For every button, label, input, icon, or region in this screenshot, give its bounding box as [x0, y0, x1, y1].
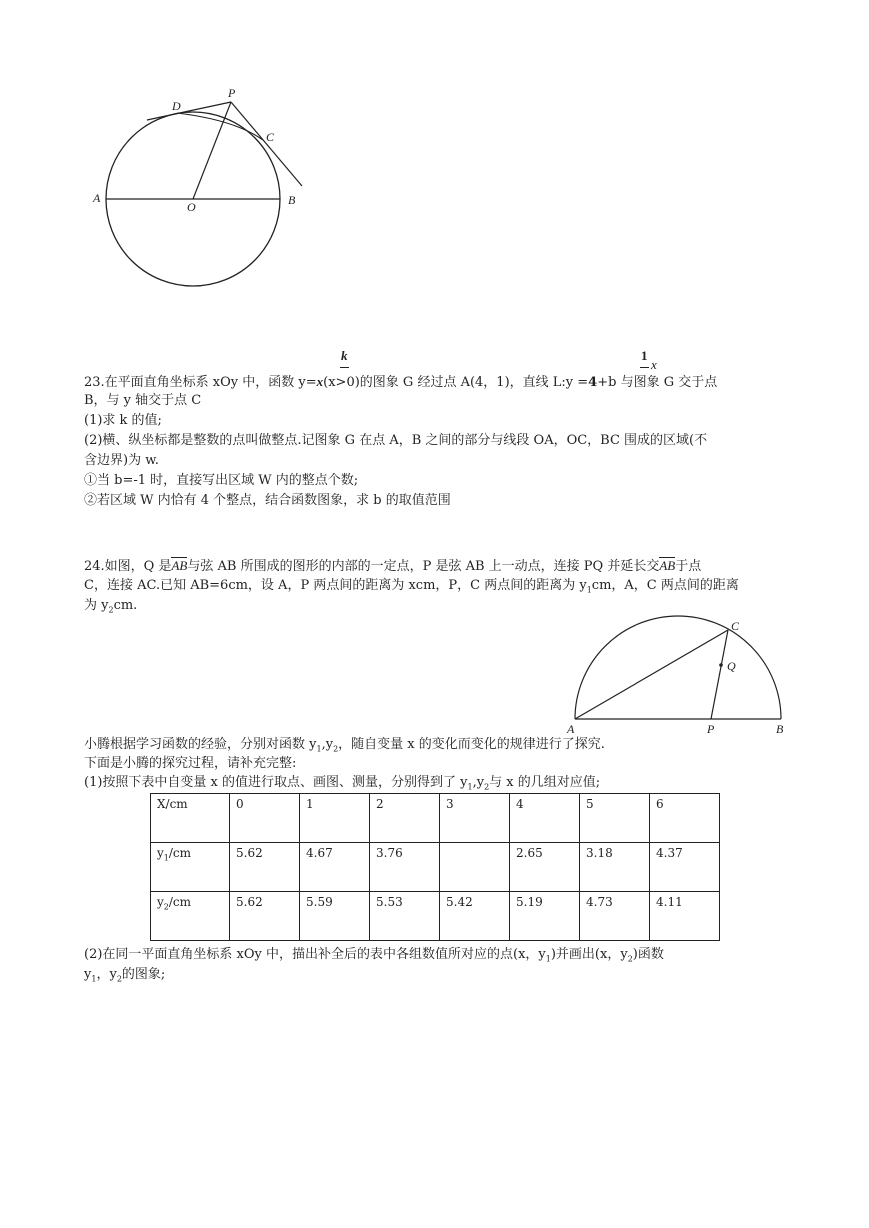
frac1-bar [340, 367, 349, 368]
label-p: P [228, 86, 236, 100]
q24-line3: 为 $y_2cm$. [84, 598, 138, 615]
label-d: D [172, 99, 181, 113]
label-o: O [187, 200, 196, 214]
table-cell: 4.11 [650, 892, 720, 941]
table-cell: $y_2/cm$ [151, 892, 230, 941]
q24-line4: 小腾根据学习函数的经验，分别对函数 $y_1,y_2$，随自变量 x 的变化而变化的规律进行了探究. [84, 737, 605, 754]
q23-line4: (2)横、纵坐标都是整数的点叫做整点.记图象 G 在点 A，B 之间的部分与线段 OA，OC，BC 围成的区域(不 [84, 433, 708, 448]
label-c2: C [731, 619, 740, 633]
q24-line7: (2)在同一平面直角坐标系 xOy 中，描出补全后的表中各组数值所对应的点(x，$y_1$)并画出(x，$y_2$)函数 [84, 947, 664, 964]
label-b2: B [776, 722, 784, 736]
label-p2: P [707, 722, 715, 736]
semicircle-arc [575, 616, 781, 719]
q23-line2: B，与 y 轴交于点 C [84, 393, 202, 408]
table-cell: 4.73 [580, 892, 650, 941]
value-table [150, 793, 720, 941]
circle-tangent-figure [85, 80, 315, 295]
table-cell: 4.37 [650, 843, 720, 892]
q23-line7: ②若区域 W 内恰有 4 个整点，结合函数图象，求 b 的取值范围 [84, 493, 451, 508]
table-cell: $y_1/cm$ [151, 843, 230, 892]
table-cell: 5.19 [510, 892, 580, 941]
q23-line6: ①当 b=-1 时，直接写出区域 W 内的整点个数; [84, 473, 359, 488]
frac2-x: x [651, 357, 657, 372]
table-cell: 5.59 [300, 892, 370, 941]
table-cell [440, 843, 510, 892]
label-b: B [288, 193, 296, 207]
table-row [151, 843, 720, 892]
segment-ac [575, 630, 728, 719]
label-q2: Q [727, 659, 736, 673]
frac1-numerator: k [341, 348, 348, 363]
q24-line8: $y_1$，$y_2$的图象; [84, 967, 166, 984]
q23-line5: 含边界)为 w. [84, 453, 159, 468]
table-cell: 6 [650, 794, 720, 843]
table-cell: 5.53 [370, 892, 440, 941]
table-cell: 4.67 [300, 843, 370, 892]
semicircle-figure [565, 615, 790, 740]
label-a: A [93, 191, 101, 205]
table-cell: X/cm [151, 794, 230, 843]
q23-line1: 23.在平面直角坐标系 xOy 中，函数 y=x(x>0)的图象 G 经过点 A(4，1)，直线 L:y =4+b 与图象 G 交于点 [84, 374, 718, 390]
table-cell: 5.62 [230, 892, 300, 941]
segment-pc [711, 630, 728, 719]
table-cell: 3.76 [370, 843, 440, 892]
q24-line1: 24.如图，Q 是AB与弦 AB 所围成的图形的内部的一定点，P 是弦 AB 上一动点，连接 PQ 并延长交AB于点 [84, 558, 702, 574]
q24-line6: (1)按照下表中自变量 x 的值进行取点、画图、测量，分别得到了 $y_1,y_2$与 x 的几组对应值; [84, 775, 601, 792]
table-row [151, 892, 720, 941]
label-a2: A [567, 722, 575, 736]
label-c: C [266, 130, 275, 144]
table-cell: 5.62 [230, 843, 300, 892]
table-cell: 3 [440, 794, 510, 843]
table-cell: 3.18 [580, 843, 650, 892]
q24-line2: C，连接 AC.已知 AB=6cm，设 A，P 两点间的距离为 xcm，P，C 两点间的距离为 $y_1cm$，A，C 两点间的距离 [84, 578, 739, 595]
table-row [151, 794, 720, 843]
table-cell: 2.65 [510, 843, 580, 892]
frac2-numerator: 1 [641, 348, 648, 363]
chord-dc [177, 113, 263, 140]
table-cell: 5.42 [440, 892, 510, 941]
q23-line3: (1)求 k 的值; [84, 413, 162, 428]
table-cell: 1 [300, 794, 370, 843]
q24-line5: 下面是小腾的探究过程，请补充完整: [84, 756, 297, 771]
table-cell: 5 [580, 794, 650, 843]
table-cell: 4 [510, 794, 580, 843]
tangent-pd [147, 102, 231, 120]
table-cell: 0 [230, 794, 300, 843]
table-cell: 2 [370, 794, 440, 843]
point-q [719, 663, 723, 667]
frac2-bar [640, 367, 649, 368]
